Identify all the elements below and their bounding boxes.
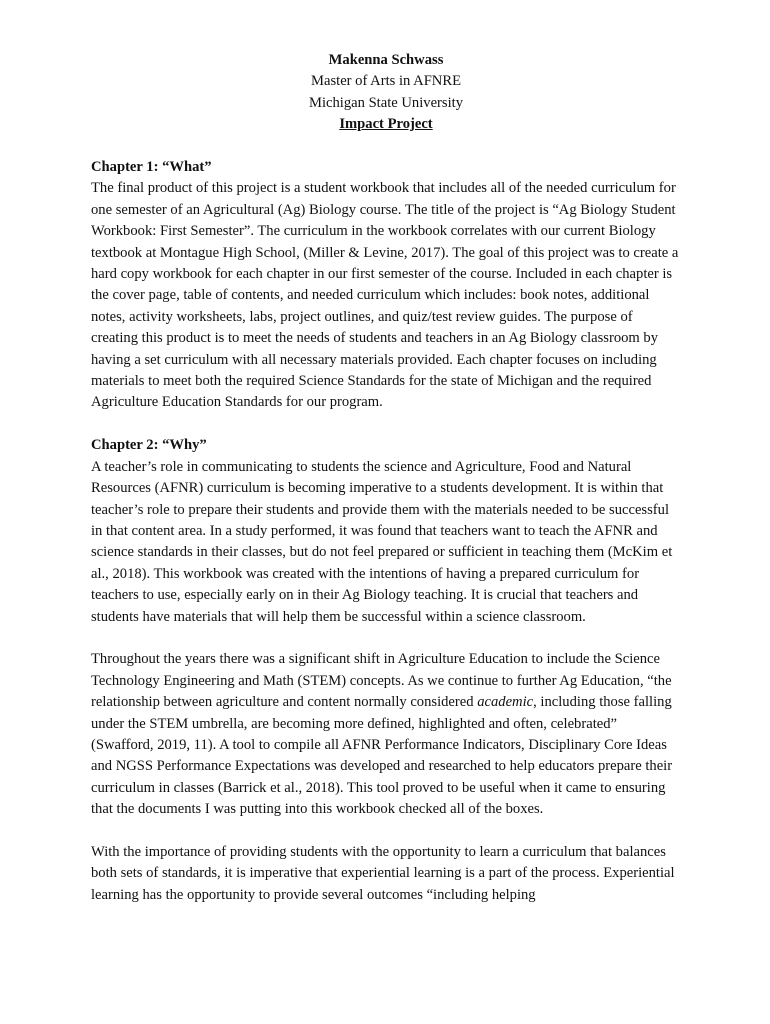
document-title: Impact Project	[339, 116, 433, 133]
chapter-2-paragraph-2	[91, 649, 681, 820]
author-name: Makenna Schwass	[328, 52, 444, 68]
chapter-1-paragraph: The final product of this project is a student workbook that includes all of the needed curriculum for one semester of an Agricultural (Ag) Biology course. The title of the project is “Ag Biology Student Workbook: First Semester”. The curriculum in the workbook correlates with our current Biology textbook at Montague High School, (Miller & Levine, 2017). The goal of this project was to create a hard copy workbook for each chapter in our first semester of the course. Included in each chapter is the cover page, table of contents, and needed curriculum which includes: book notes, additional notes, activity worksheets, labs, project outlines, and quiz/test review guides. The purpose of creating this product is to meet the needs of students and teachers in an Ag Biology classroom by having a set curriculum with all necessary materials provided. Each chapter focuses on including materials to meet both the required Science Standards for the state of Michigan and the required Agriculture Education Standards for our program.	[91, 180, 679, 411]
university-line: Michigan State University	[308, 94, 464, 111]
chapter-2-paragraph-3: With the importance of providing students with the opportunity to learn a curriculum that balances both sets of standards, it is imperative that experiential learning is a part of the process. Experiential learning has the opportunity to provide several outcomes “including helping	[91, 843, 675, 903]
document-header	[91, 50, 681, 136]
degree-line: Master of Arts in AFNRE	[311, 73, 461, 90]
chapter-2-heading: Chapter 2: “Why”	[91, 437, 207, 454]
paragraph-2-text-end: , including those falling under the STEM umbrella, are becoming more defined, highlighted and often, celebrated” (Swafford, 2019, 11). A tool to compile all AFNR Performance Indicators, Disciplinary Core Ideas and NGSS Performance Expectations was developed and researched to help educators prepare their curriculum in classes (Barrick et al., 2018). This tool proved to be useful when it came to ensuring that the documents I was putting into this workbook checked all of the boxes.	[91, 694, 673, 818]
paragraph-2-emphasis: academic	[477, 694, 534, 711]
paragraph-2-text-start: Throughout the years there was a significant shift in Agriculture Education to include the Science Technology Engineering and Math (STEM) concepts. As we continue to further Ag Education, “the relationship between agriculture and content normally considered	[91, 651, 672, 711]
document-page	[91, 50, 681, 906]
chapter-1-heading: Chapter 1: “What”	[91, 159, 212, 176]
chapter-2-paragraph-1: A teacher’s role in communicating to students the science and Agriculture, Food and Natural Resources (AFNR) curriculum is becoming imperative to a students development. It is within that teacher’s role to prepare their students and provide them with the materials needed to be successful in that content area. In a study performed, it was found that teachers want to teach the AFNR and science standards in their classes, but do not feel prepared or sufficient in teaching them (McKim et al., 2018). This workbook was created with the intentions of having a prepared curriculum for teachers to use, especially early on in their Ag Biology teaching. It is crucial that teachers and students have materials that will help them be successful within a science classroom.	[91, 458, 673, 625]
